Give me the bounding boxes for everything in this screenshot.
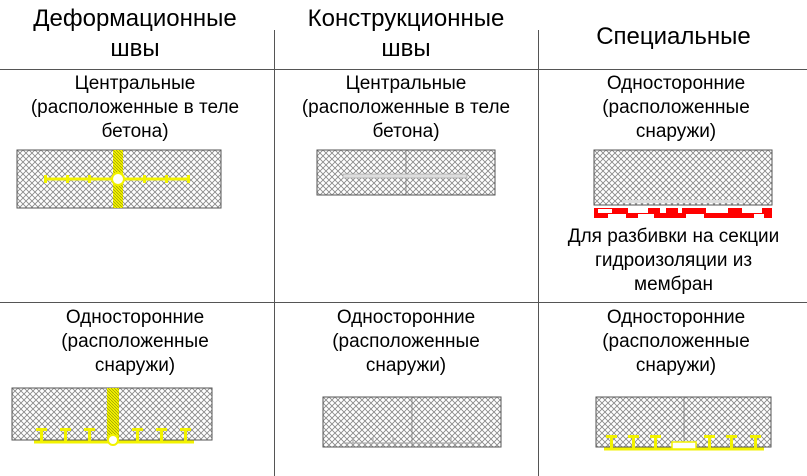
diagram-external-special-joint [596, 397, 771, 455]
waterstop-bulb [108, 435, 118, 445]
diagram-external-construction-joint [323, 397, 501, 447]
header-col1-line2: швы [110, 35, 160, 62]
waterstop-bulb [112, 173, 124, 185]
label-r1c1-line1: Центральные [74, 73, 196, 94]
diagram-central-construction-joint [317, 150, 495, 195]
label-r1c2-line2: (расположенные в теле [301, 97, 511, 118]
label-r1c2-line1: Центральные [345, 73, 467, 94]
row-divider [0, 302, 807, 303]
header-col2-line1: Конструкционные [307, 5, 505, 32]
profile-band [622, 200, 744, 203]
label-r1c3-line3: снаружи) [635, 121, 717, 142]
header-col2-line2: швы [381, 35, 431, 62]
label-r2c1-line2: (расположенные [61, 331, 209, 352]
note-line1: Для разбивки на секции [567, 226, 780, 247]
header-special [540, 22, 807, 52]
header-divider [0, 69, 807, 70]
diagram-external-deformation-joint [12, 388, 212, 445]
concrete-block [594, 150, 772, 205]
label-r2c3-line2: (расположенные [602, 331, 750, 352]
label-r2c1-line1: Односторонние [65, 307, 205, 328]
note-membrane-sections [540, 225, 807, 297]
column-divider-2 [538, 30, 539, 476]
note-line2: гидроизоляции из [594, 250, 753, 271]
header-construction-joints [276, 4, 536, 64]
label-r2c2-line1: Односторонние [336, 307, 476, 328]
joint-filler [107, 388, 119, 440]
waterstop-band [343, 174, 467, 178]
label-r2c2-line2: (расположенные [332, 331, 480, 352]
header-col1-line1: Деформационные [33, 5, 237, 32]
label-r1c2-line3: бетона) [372, 121, 440, 142]
label-r2c3-line1: Односторонние [606, 307, 746, 328]
label-r1c1 [0, 72, 270, 144]
note-line3: мембран [634, 274, 713, 295]
label-r1c3-line1: Односторонние [606, 73, 746, 94]
label-r2c3-line3: снаружи) [635, 355, 717, 376]
label-r2c2-line3: снаружи) [365, 355, 447, 376]
concrete-block [596, 397, 771, 447]
label-r1c1-line2: (расположенные в теле [30, 97, 240, 118]
label-r2c2 [276, 306, 536, 378]
diagram-central-deformation-joint [17, 150, 221, 208]
label-r1c3 [545, 72, 807, 144]
waterstop-center [672, 442, 696, 449]
header-col3-line1: Специальные [596, 23, 751, 50]
header-deformation-joints [0, 4, 270, 64]
diagram-membrane-section-joint [594, 150, 772, 220]
label-r1c3-line2: (расположенные [602, 97, 750, 118]
label-r1c1-line3: бетона) [101, 121, 169, 142]
label-r1c2 [276, 72, 536, 144]
label-r2c3 [545, 306, 807, 378]
label-r2c1-line3: снаружи) [94, 355, 176, 376]
column-divider-1 [274, 30, 275, 476]
label-r2c1 [0, 306, 270, 378]
